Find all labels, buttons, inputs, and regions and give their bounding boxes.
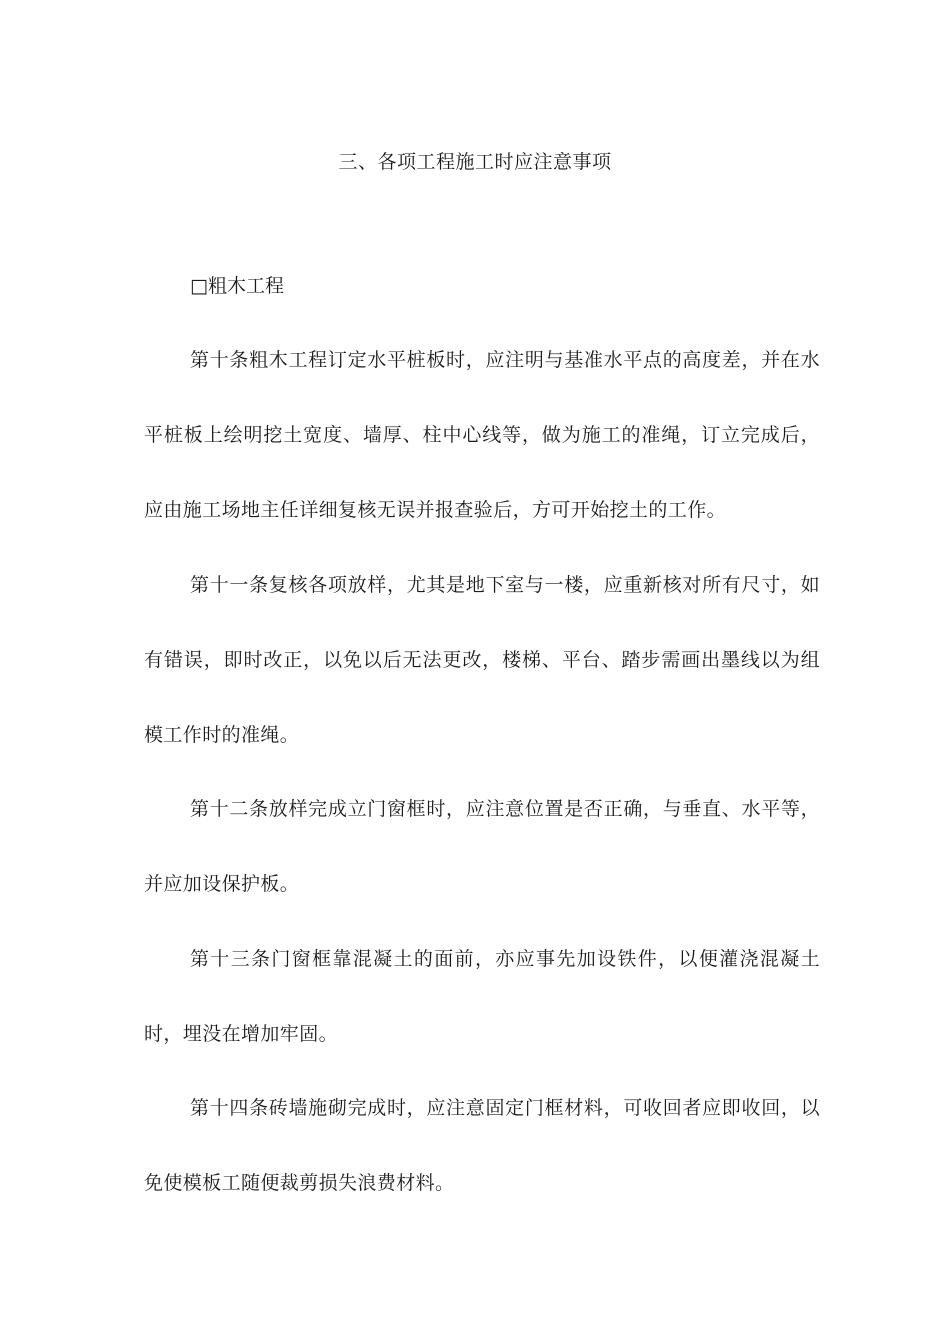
- paragraph-article-11: 第十一条复核各项放样，尤其是地下室与一楼，应重新核对所有尺寸，如有错误，即时改正，以免以后无法更改，楼梯、平台、踏步需画出墨线以为组模工作时的准绳。: [144, 574, 820, 746]
- paragraph-article-13: 第十三条门窗框靠混凝土的面前，亦应事先加设铁件，以便灌浇混凝土时，埋没在增加牢固。: [144, 948, 820, 1045]
- paragraph-article-12: 第十二条放样完成立门窗框时，应注意位置是否正确，与垂直、水平等，并应加设保护板。: [144, 798, 820, 895]
- section-heading: □粗木工程: [190, 275, 284, 297]
- paragraph-article-10: 第十条粗木工程订定水平桩板时，应注明与基准水平点的高度差，并在水平桩板上绘明挖土宽度、墙厚、柱中心线等，做为施工的准绳，订立完成后，应由施工场地主任详细复核无误并报查验后，方可开始挖土的工作。: [144, 349, 820, 521]
- page-title: 三、各项工程施工时应注意事项: [338, 151, 612, 173]
- paragraph-article-14: 第十四条砖墙施砌完成时，应注意固定门框材料，可收回者应即收回，以免使模板工随便裁剪损失浪费材料。: [144, 1097, 820, 1194]
